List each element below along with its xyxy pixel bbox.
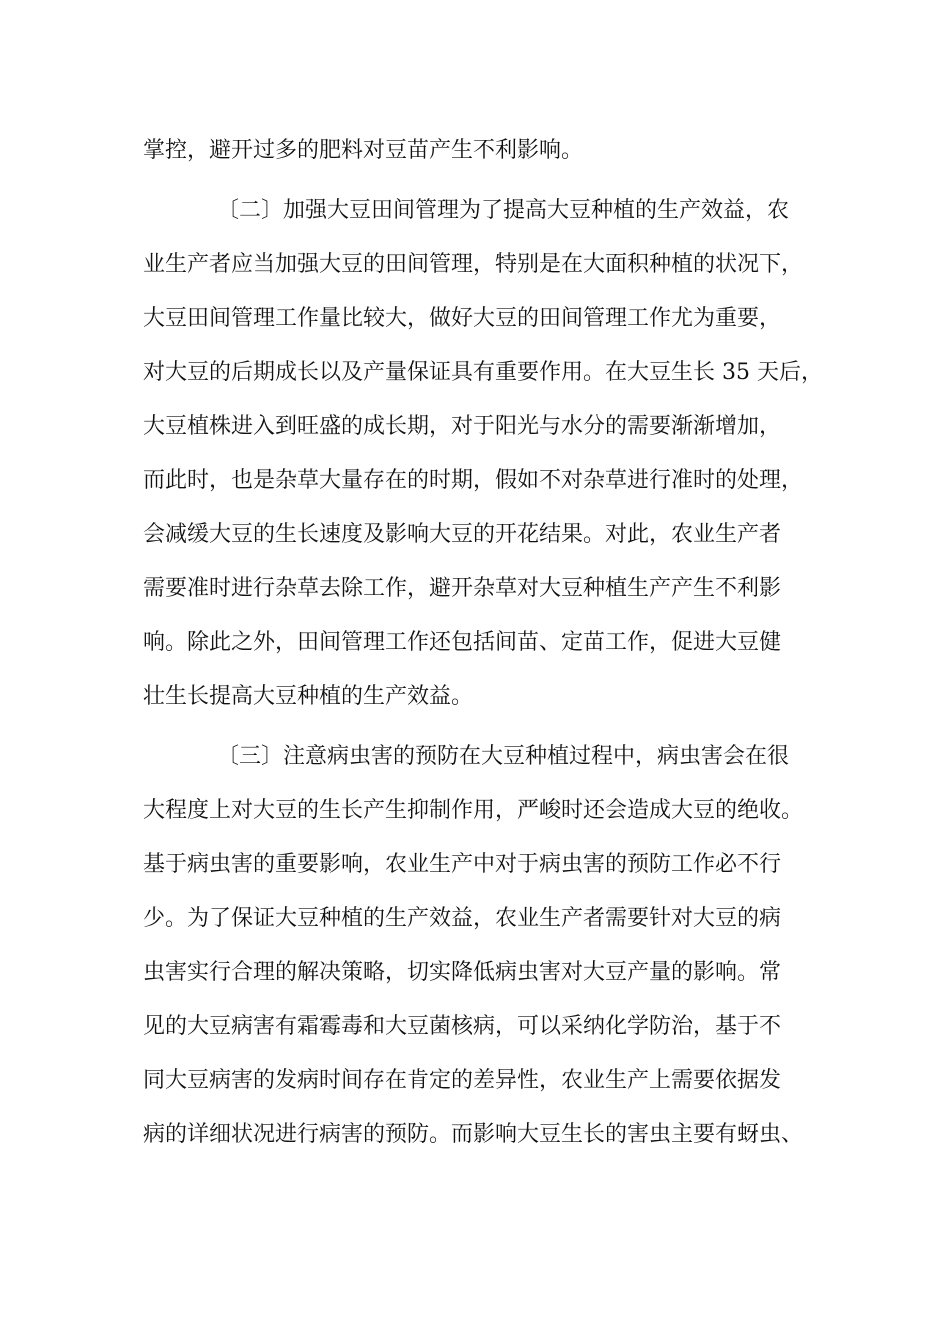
text-line: 同大豆病害的发病时间存在肯定的差异性，农业生产上需要依据发 <box>143 1068 782 1093</box>
text-line: 对大豆的后期成长以及产量保证具有重要作用。在大豆生长 35 天后， <box>143 360 823 385</box>
text-line: 会减缓大豆的生长速度及影响大豆的开花结果。对此，农业生产者 <box>143 522 782 547</box>
text-line: 壮生长提高大豆种植的生产效益。 <box>143 684 474 709</box>
text-line: 大豆植株进入到旺盛的成长期，对于阳光与水分的需要渐渐增加， <box>143 414 782 439</box>
text-line: 业生产者应当加强大豆的田间管理，特别是在大面积种植的状况下， <box>143 252 804 277</box>
text-line: 而此时，也是杂草大量存在的时期，假如不对杂草进行准时的处理， <box>143 468 804 493</box>
text-line: 掌控，避开过多的肥料对豆苗产生不利影响。 <box>143 138 584 163</box>
text-line: 虫害实行合理的解决策略，切实降低病虫害对大豆产量的影响。常 <box>143 960 782 985</box>
text-line: 见的大豆病害有霜霉毒和大豆菌核病，可以采纳化学防治，基于不 <box>143 1014 782 1039</box>
section-heading-line: 〔三〕注意病虫害的预防在大豆种植过程中，病虫害会在很 <box>217 744 790 769</box>
text-line: 大豆田间管理工作量比较大，做好大豆的田间管理工作尤为重要， <box>143 306 782 331</box>
text-line: 少。为了保证大豆种植的生产效益，农业生产者需要针对大豆的病 <box>143 906 782 931</box>
text-line: 大程度上对大豆的生长产生抑制作用，严峻时还会造成大豆的绝收。 <box>143 798 804 823</box>
section-heading-line: 〔二〕加强大豆田间管理为了提高大豆种植的生产效益，农 <box>217 198 790 223</box>
text-line: 病的详细状况进行病害的预防。而影响大豆生长的害虫主要有蚜虫、 <box>143 1122 804 1147</box>
text-line: 需要准时进行杂草去除工作，避开杂草对大豆种植生产产生不利影 <box>143 576 782 601</box>
text-line: 基于病虫害的重要影响，农业生产中对于病虫害的预防工作必不行 <box>143 852 782 877</box>
text-line: 响。除此之外，田间管理工作还包括间苗、定苗工作，促进大豆健 <box>143 630 782 655</box>
